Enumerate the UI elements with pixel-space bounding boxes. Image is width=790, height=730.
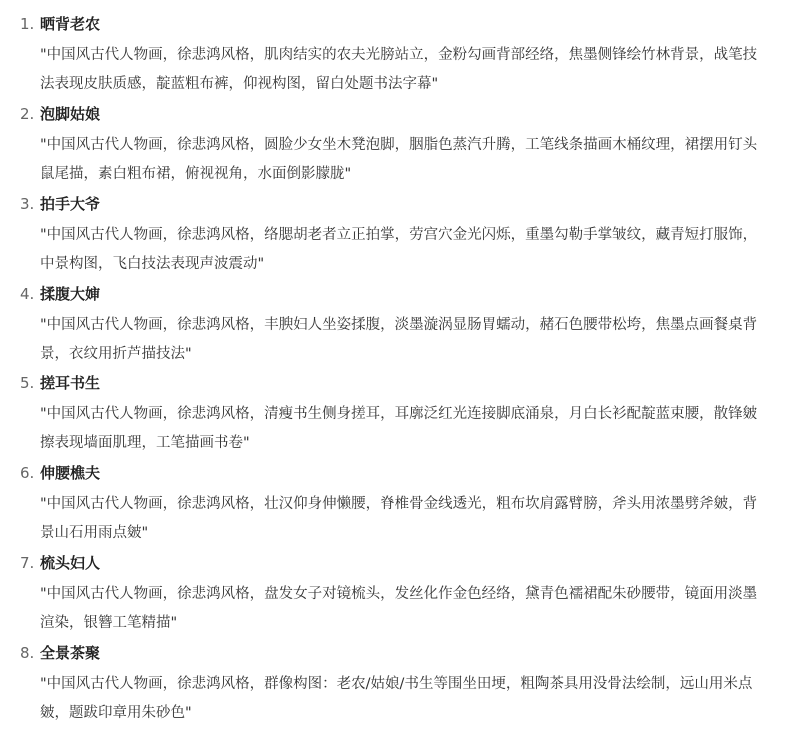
item-title: 拍手大爷 xyxy=(40,195,101,213)
item-title: 伸腰樵夫 xyxy=(40,464,101,482)
item-number: 7. xyxy=(20,554,35,572)
item-title: 揉腹大婶 xyxy=(40,285,101,303)
item-number: 6. xyxy=(20,464,35,482)
item-number: 3. xyxy=(20,195,35,213)
item-description: "中国风古代人物画，徐悲鸿风格，络腮胡老者立正拍掌，劳宫穴金光闪烁，重墨勾勒手掌皱纹，藏青短打服饰，中景构图，飞白技法表现声波震动" xyxy=(40,227,758,272)
item-number: 8. xyxy=(20,644,35,662)
item-title: 晒背老农 xyxy=(40,15,101,33)
item-description: "中国风古代人物画，徐悲鸿风格，群像构图：老农/姑娘/书生等围坐田埂，粗陶茶具用没骨法绘制，远山用米点皴，题跋印章用朱砂色" xyxy=(40,676,753,721)
item-number: 2. xyxy=(20,105,35,123)
item-title: 搓耳书生 xyxy=(40,374,101,392)
item-description: "中国风古代人物画，徐悲鸿风格，肌肉结实的农夫光膀站立，金粉勾画背部经络，焦墨侧锋绘竹林背景，战笔技法表现皮肤质感，靛蓝粗布裤，仰视构图，留白处题书法字幕" xyxy=(40,47,758,92)
item-title: 梳头妇人 xyxy=(40,554,101,572)
item-description: "中国风古代人物画，徐悲鸿风格，丰腴妇人坐姿揉腹，淡墨漩涡显肠胃蠕动，赭石色腰带松垮，焦墨点画餐桌背景，衣纹用折芦描技法" xyxy=(40,317,758,362)
item-title: 全景茶聚 xyxy=(40,644,101,662)
item-description: "中国风古代人物画，徐悲鸿风格，盘发女子对镜梳头，发丝化作金色经络，黛青色襦裙配朱砂腰带，镜面用淡墨渲染，银簪工笔精描" xyxy=(40,586,758,631)
item-title: 泡脚姑娘 xyxy=(40,105,101,123)
item-description: "中国风古代人物画，徐悲鸿风格，圆脸少女坐木凳泡脚，胭脂色蒸汽升腾，工笔线条描画木桶纹理，裙摆用钉头鼠尾描，素白粗布裙，俯视视角，水面倒影朦胧" xyxy=(40,137,758,182)
item-description: "中国风古代人物画，徐悲鸿风格，壮汉仰身伸懒腰，脊椎骨金线透光，粗布坎肩露臂膀，斧头用浓墨劈斧皴，背景山石用雨点皴" xyxy=(40,496,758,541)
item-description: "中国风古代人物画，徐悲鸿风格，清瘦书生侧身搓耳，耳廓泛红光连接脚底涌泉，月白长衫配靛蓝束腰，散锋皴擦表现墙面肌理，工笔描画书卷" xyxy=(40,406,758,451)
item-number: 5. xyxy=(20,374,35,392)
item-number: 1. xyxy=(20,15,35,33)
item-number: 4. xyxy=(20,285,35,303)
